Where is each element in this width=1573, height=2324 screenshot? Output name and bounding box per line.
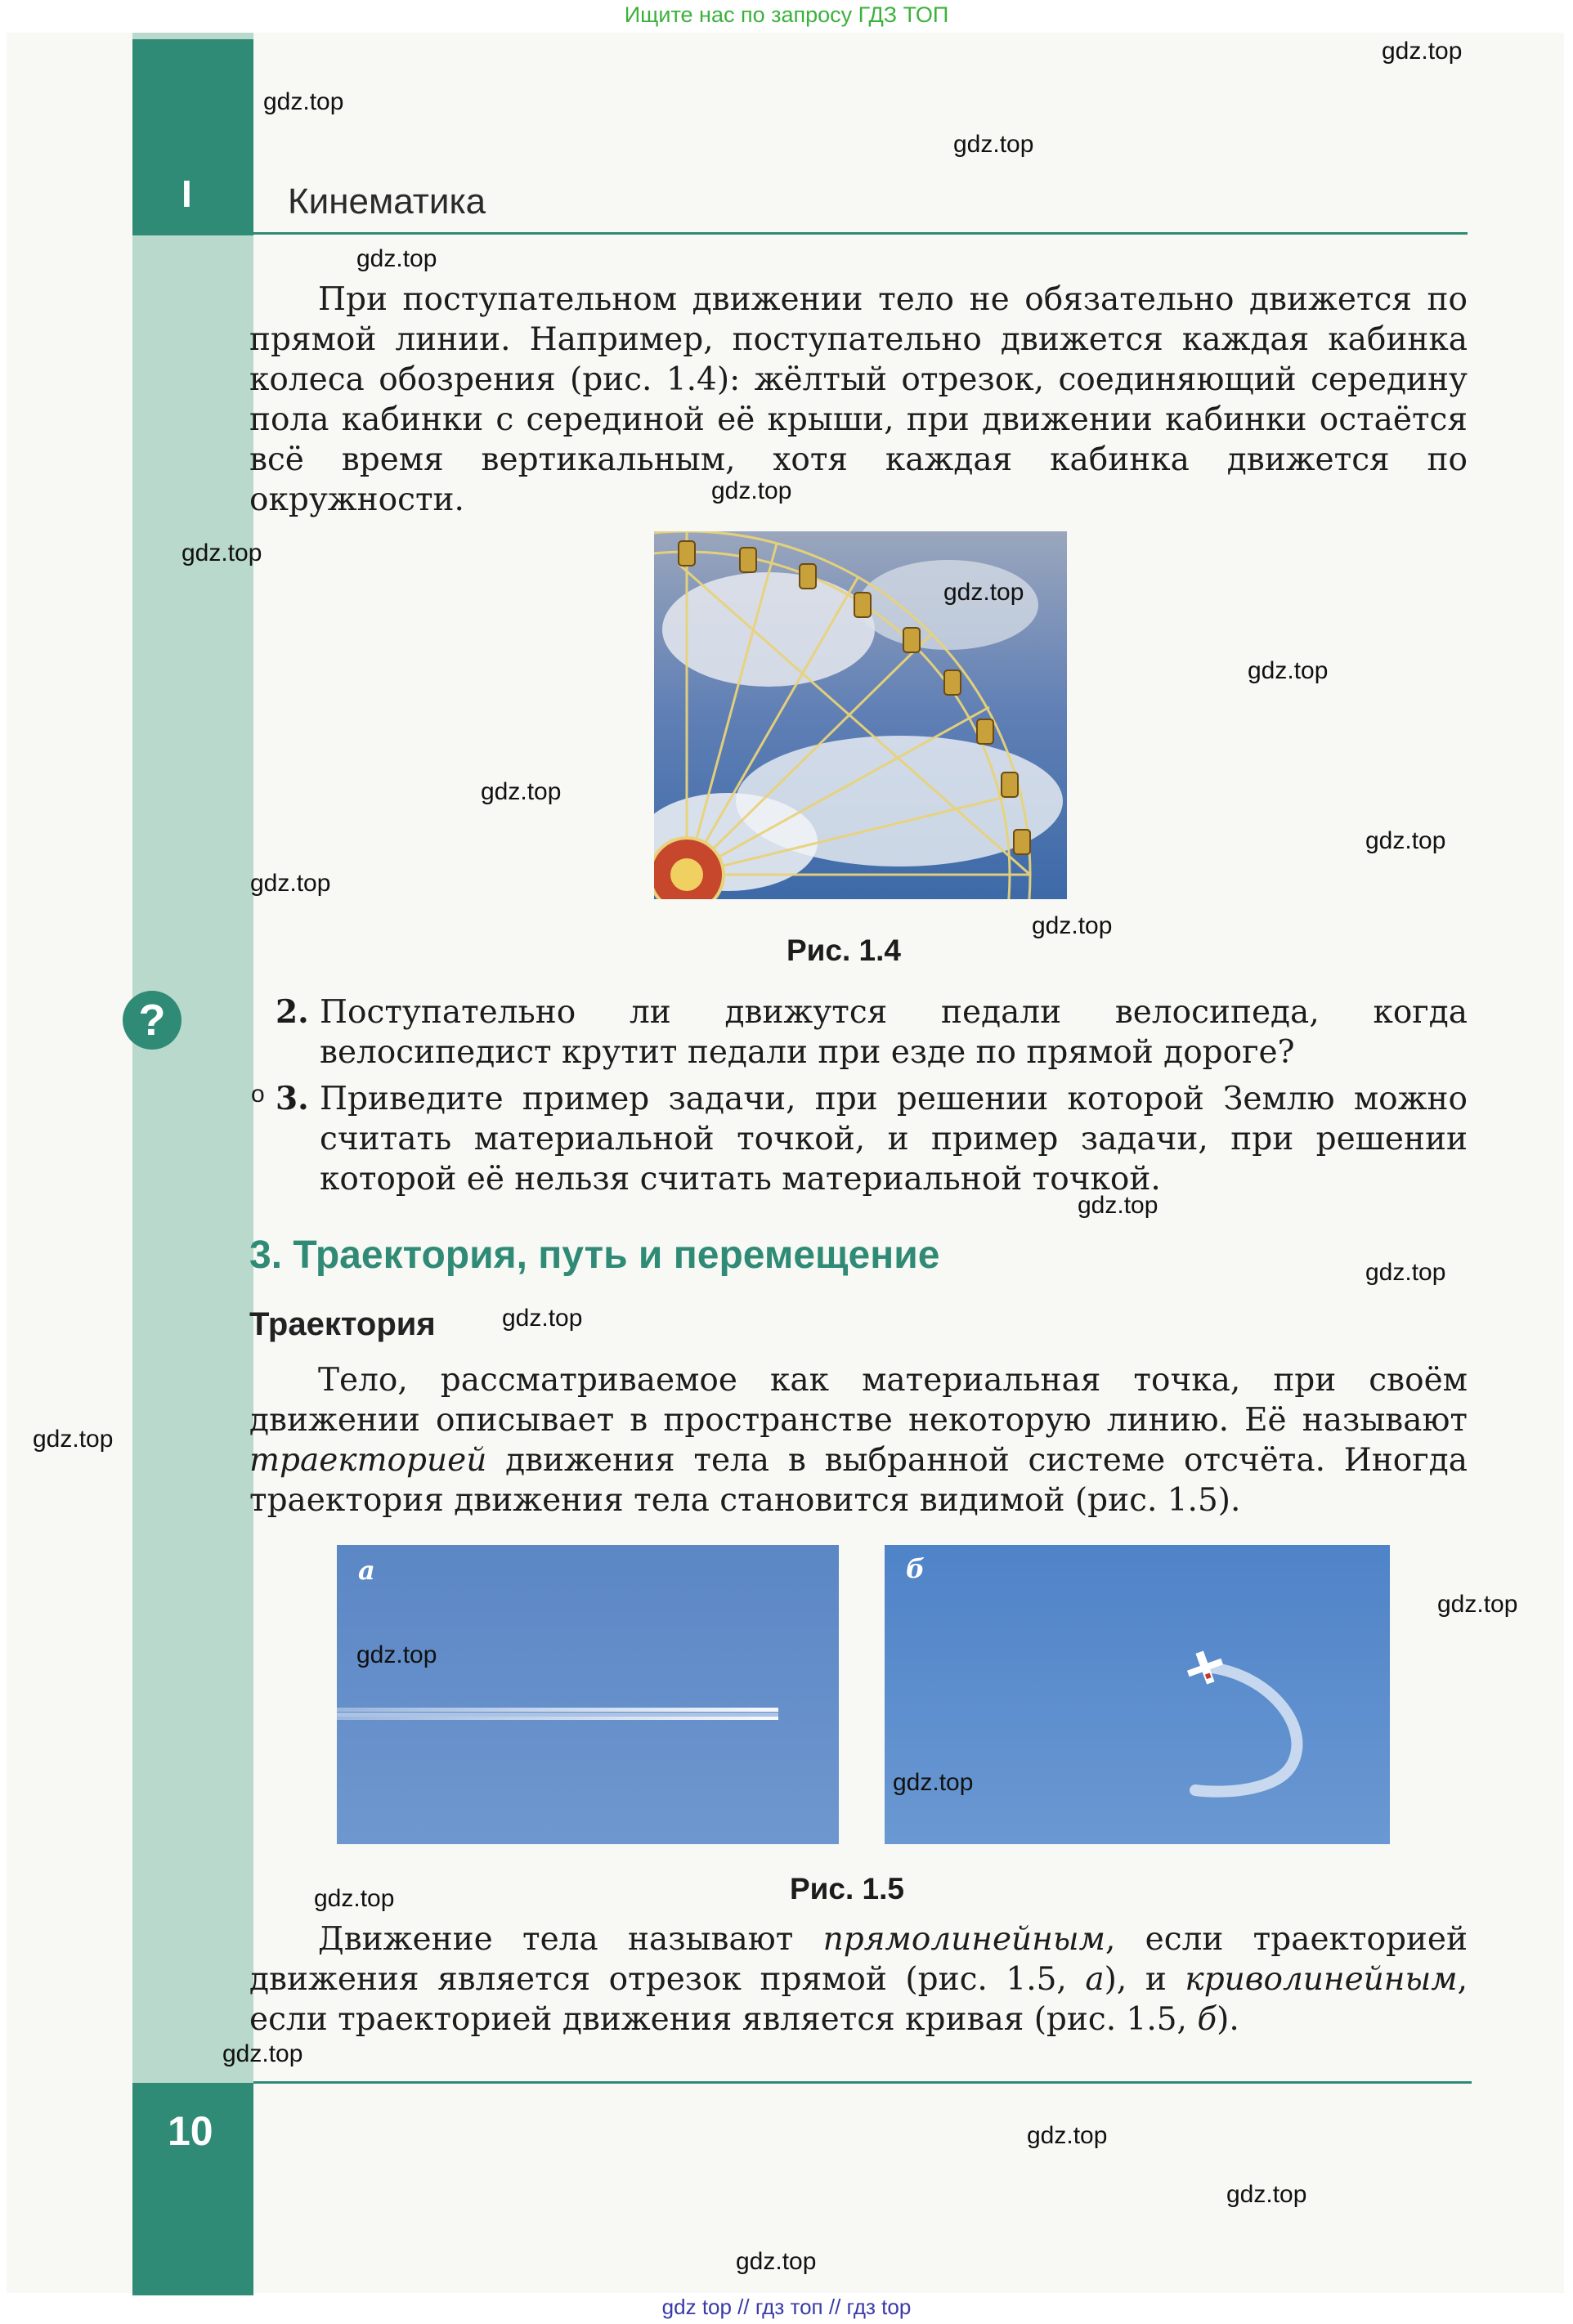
chapter-title: Кинематика [288,181,486,222]
question-number: 3. [276,1080,309,1117]
intro-paragraph: При поступательном движении тело не обязательно движется по прямой линии. Например, поступательно движется каждая кабинка колеса обозрения (рис. 1.4): жёлтый отрезок, соединяющий середину пола кабинки с серединой её крыши, при движении кабинки остаётся всё время вертикальным, хотя каждая кабинка движется по окружности. [249,281,1468,518]
watermark: gdz.top [182,540,262,566]
text-fragment: Тело, рассматриваемое как материальная точка, при своём движении описывает в пространстве некоторую линию. Её называют [249,1362,1468,1439]
watermark: gdz.top [1078,1192,1158,1219]
watermark: gdz.top [711,477,792,504]
figure-1-5-caption: Рис. 1.5 [790,1872,904,1905]
section-title: 3. Траектория, путь и перемещение [249,1234,940,1277]
curved-contrail-image [885,1545,1390,1844]
chapter-tab [132,39,253,235]
figure-label-b: б [906,1553,925,1584]
watermark: gdz.top [250,870,331,897]
motion-paragraph [249,1919,1468,2040]
question-number: 2. [276,993,309,1031]
question-text: Поступательно ли движутся педали велосипеда, когда велосипедист крутит педали при езде по прямой дороге? [320,994,1468,1071]
term-trajectory: траекторией [249,1442,487,1479]
question-icon: ? [123,991,182,1050]
watermark: gdz.top [356,1641,437,1668]
text-fragment: ), и [1104,1961,1185,1998]
watermark: gdz.top [263,88,344,115]
watermark: gdz.top [1365,1259,1446,1286]
watermark: gdz.top [222,2040,303,2067]
watermark: gdz.top [1248,657,1329,684]
question-mark: o [251,1081,265,1108]
watermark: gdz.top [1027,2122,1108,2149]
ref-b: б [1197,2001,1217,2038]
text-fragment: ). [1217,2001,1239,2038]
top-banner[interactable]: Ищите нас по запросу ГДЗ ТОП [624,2,949,27]
watermark: gdz.top [502,1305,583,1332]
subsection-title: Траектория [249,1306,436,1342]
watermark: gdz.top [481,778,562,805]
watermark: gdz.top [1032,912,1113,939]
term-rectilinear: прямолинейным [822,1921,1105,1958]
trajectory-paragraph [249,1360,1468,1520]
figure-1-5a [337,1545,839,1844]
text-fragment: , если траекторией движения является кривая (рис. 1.5, [249,1961,1468,2038]
footer-divider [253,2081,1472,2084]
question-text: Приведите пример задачи, при решении которой Землю можно считать материальной точкой, и пример задачи, при решении которой её нельзя считать материальной точкой. [320,1081,1468,1198]
watermark: gdz.top [1226,2181,1307,2208]
watermark: gdz.top [1365,827,1446,854]
text-fragment: , если траекторией движения является отрезок прямой (рис. 1.5, [249,1921,1468,1998]
ref-a: а [1085,1961,1105,1998]
left-margin-bar [132,33,253,2273]
watermark: gdz.top [736,2248,817,2275]
figure-1-4-caption: Рис. 1.4 [786,934,901,967]
watermark: gdz.top [1382,38,1463,65]
chapter-number: I [182,172,192,215]
question-3 [249,1079,1468,1199]
page-number: 10 [168,2108,213,2154]
watermark: gdz.top [953,131,1034,158]
text-fragment: Движение тела называют [318,1921,823,1958]
text-fragment: движения тела в выбранной системе отсчёта. Иногда траектория движения тела становится видимой (рис. 1.5). [249,1442,1468,1519]
question-2 [249,992,1468,1072]
bottom-banner[interactable]: gdz top // гдз топ // гдз top [661,2295,912,2319]
figure-label-a: а [358,1555,375,1586]
watermark: gdz.top [943,579,1024,606]
straight-contrail-image [337,1545,839,1844]
figure-1-5b [885,1545,1390,1844]
watermark: gdz.top [314,1885,395,1912]
watermark: gdz.top [33,1426,114,1453]
term-curvilinear: криволинейным [1185,1961,1458,1998]
watermark: gdz.top [1437,1591,1518,1618]
header-divider [253,232,1468,235]
watermark: gdz.top [356,245,437,272]
watermark: gdz.top [893,1769,974,1796]
